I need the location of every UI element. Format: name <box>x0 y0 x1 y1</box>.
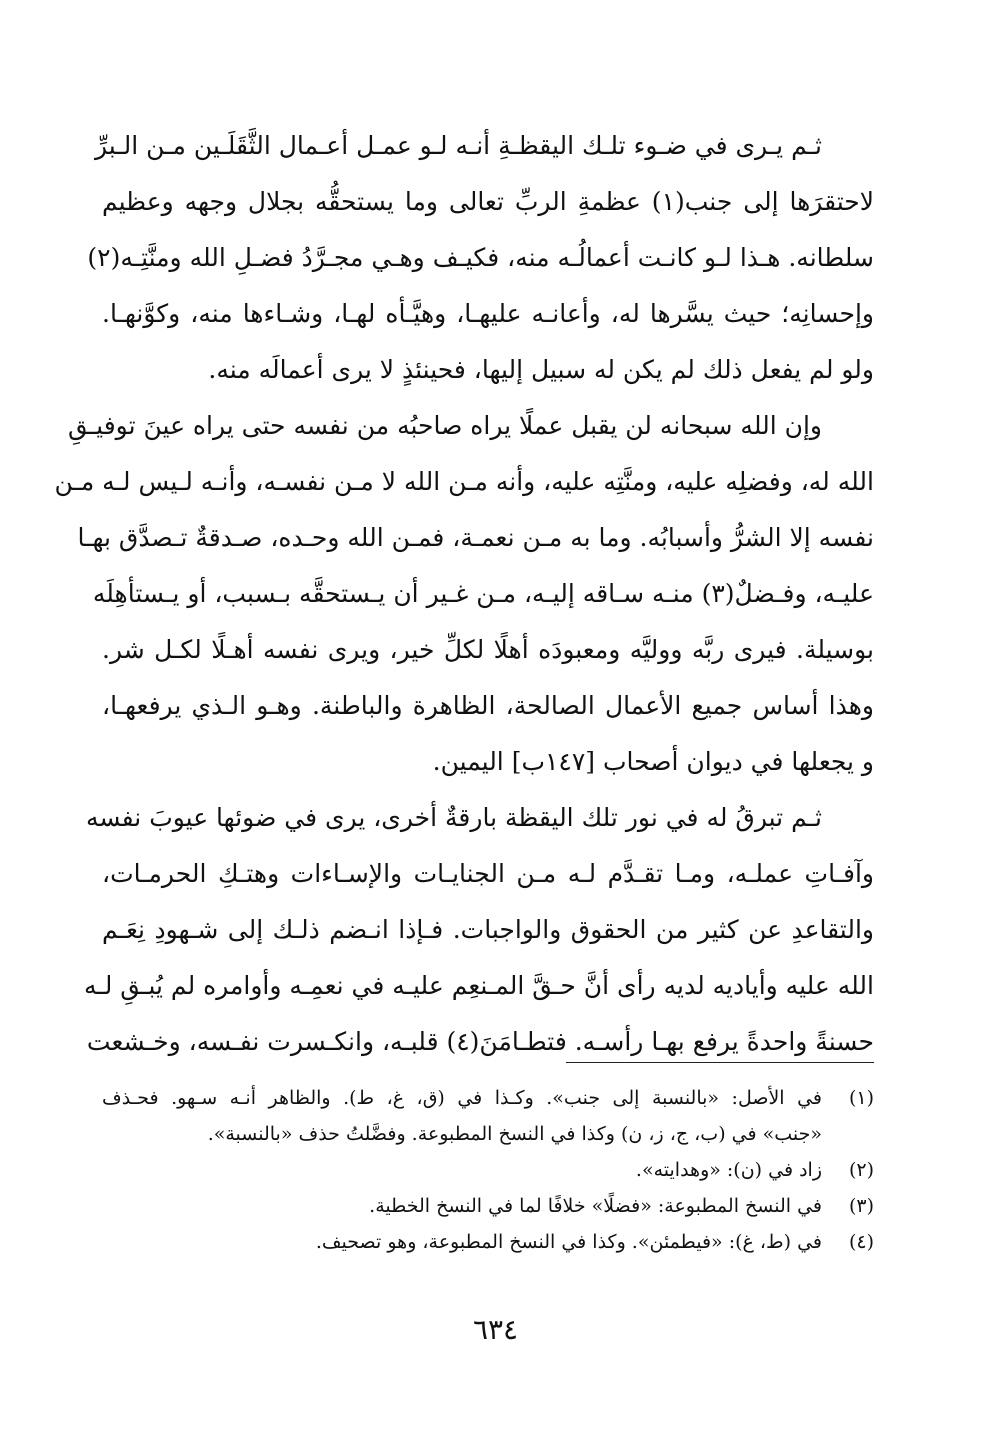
main-text <box>54 118 874 1070</box>
text-line: ثـم يـرى في ضـوء تلـك اليقظـةِ أنـه لـو عمـل أعـمال الثَّقَلَـين مـن الـبرِّ <box>95 131 822 160</box>
footnote-line: زاد في (ن): «وهدايته». <box>635 1159 822 1181</box>
text-line: الله له، وفضلِه عليه، ومنَّتِه عليه، وأنه مـن الله لا مـن نفسـه، وأنـه لـيس لـه مـن <box>54 467 874 496</box>
footnote-3 <box>102 1188 874 1224</box>
text-line: لاحتقرَها إلى جنب(١) عظمةِ الربِّ تعالى وما يستحقُّه بجلال وجهه وعظيم <box>102 187 874 216</box>
text-line: وهذا أساس جميع الأعمال الصالحة، الظاهرة والباطنة. وهـو الـذي يرفعهـا، <box>102 691 874 720</box>
footnote-line: في الأصل: «بالنسبة إلى جنب». وكـذا في (ق، غ، ط). والظاهر أنـه سـهو. فحـذف <box>102 1087 822 1109</box>
footnote-text <box>102 1188 822 1224</box>
footnote-line: في (ط، غ): «فيطمئن». وكذا في النسخ المطبوعة، وهو تصحيف. <box>315 1231 822 1253</box>
text-line: وإحسانِه؛ حيث يسَّرها له، وأعانـه عليهـا، وهيَّـأه لهـا، وشـاءها منه، وكوَّنهـا. <box>102 299 874 328</box>
footnote-line: «جنب» في (ب، ج، ز، ن) وكذا في النسخ المطبوعة. وفضَّلتُ حذف «بالنسبة». <box>207 1123 822 1145</box>
footnote-number: (٤) <box>848 1231 874 1253</box>
footnotes <box>102 1080 874 1260</box>
footnote-divider <box>566 1062 874 1063</box>
text-line: سلطانه. هـذا لـو كانـت أعمالُـه منه، فكيـف وهـي مجـرَّدُ فضـلِ الله ومنَّتِـه(٢) <box>87 243 874 272</box>
footnote-1 <box>102 1080 874 1152</box>
footnote-2 <box>102 1152 874 1188</box>
paragraph-2 <box>54 398 874 790</box>
text-line: وإن الله سبحانه لن يقبل عملًا يراه صاحبُه من نفسه حتى يراه عينَ توفيـقِ <box>68 411 822 440</box>
footnote-text <box>102 1152 822 1188</box>
text-line: ثـم تبرقُ له في نور تلك اليقظة بارقةٌ أخرى، يرى في ضوئها عيوبَ نفسه <box>85 803 822 832</box>
text-line: بوسيلة. فيرى ربَّه ووليَّه ومعبودَه أهلًا لكلِّ خير، ويرى نفسه أهـلًا لكـل شر. <box>102 635 874 664</box>
text-line: نفسه إلا الشرُّ وأسبابُه. وما به مـن نعمـة، فمـن الله وحـده، صـدقةٌ تـصدَّق بهـا <box>77 523 874 552</box>
footnote-number: (١) <box>848 1087 874 1109</box>
text-line: عليـه، وفـضلٌ(٣) منـه سـاقه إليـه، مـن غـير أن يـستحقَّه بـسبب، أو يـستأهِلَه <box>92 579 874 608</box>
text-line: و يجعلها في ديوان أصحاب [١٤٧ب] اليمين. <box>432 747 874 776</box>
text-line: الله عليه وأياديه لديه رأى أنَّ حـقَّ المـنعِم عليـه في نعمِـه وأوامره لم يُبـقِ لـه <box>84 971 874 1000</box>
footnote-text <box>102 1080 822 1152</box>
footnote-line: في النسخ المطبوعة: «فضلًا» خلافًا لما في النسخ الخطية. <box>369 1195 822 1217</box>
text-line: والتقاعدِ عن كثير من الحقوق والواجبات. فـإذا انـضم ذلـك إلى شـهودِ نِعَـم <box>102 915 874 944</box>
page-number: ٦٣٤ <box>472 1313 519 1346</box>
text-line: ولو لم يفعل ذلك لم يكن له سبيل إليها، فحينئذٍ لا يرى أعمالَه منه. <box>208 355 874 384</box>
paragraph-1 <box>87 118 874 398</box>
footnote-number: (٣) <box>848 1195 874 1217</box>
footnote-number: (٢) <box>848 1159 874 1181</box>
text-line: وآفـاتِ عملـه، ومـا تقـدَّم لـه مـن الجنايـات والإسـاءات وهتـكِ الحرمـات، <box>102 859 874 888</box>
footnote-4 <box>102 1224 874 1260</box>
paragraph-3 <box>84 790 874 1070</box>
footnote-text <box>102 1224 822 1260</box>
text-line: حسنةً واحدةً يرفع بهـا رأسـه. فتطـامَنَ(٤) قلبـه، وانكـسرت نفـسه، وخـشعت <box>86 1027 874 1056</box>
